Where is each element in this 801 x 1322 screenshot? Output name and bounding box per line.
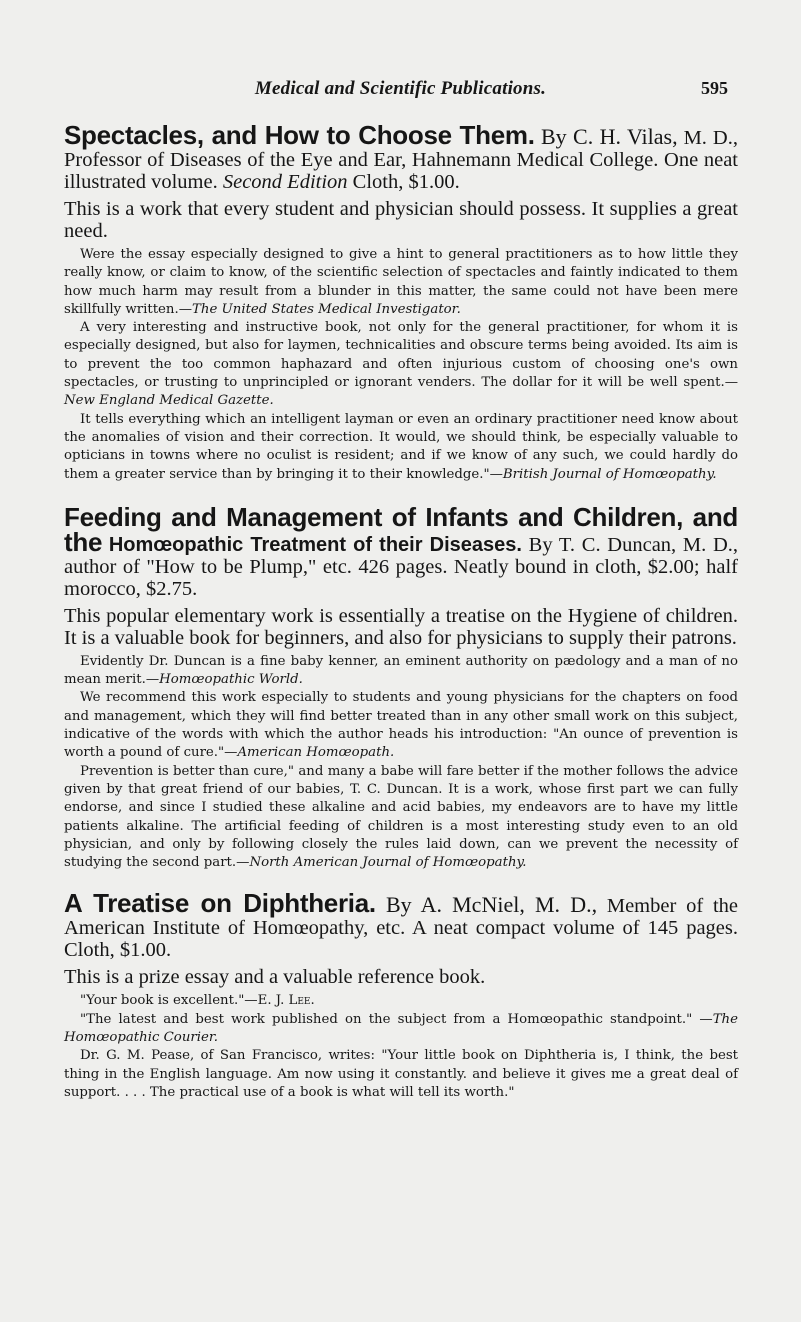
- review-quote: [64, 992, 738, 1010]
- book-title: Feeding and Management of Infants and Children, and the: [64, 501, 738, 557]
- review-text: We recommend this work especially to students and young physicians for the chapters on food and management, which they will find better treated than in any other small work on this subject, indicative of the words with which the author heads his introduction: "An ounce of prevention is worth a pound of cure."—: [64, 690, 738, 761]
- running-head: [0, 78, 801, 102]
- review-quote: [64, 246, 738, 319]
- review-text: "Your book is excellent."—: [80, 993, 258, 1009]
- publication-list: [64, 120, 739, 1102]
- publication-entry-spectacles: [64, 120, 738, 484]
- review-source: American Homœopath.: [237, 745, 395, 761]
- book-details: By T. C. Duncan, M. D., author of "How to be Plump," etc. 426 pages. Neatly bound in cloth, $2.00; half morocco, $2.75.: [64, 533, 739, 600]
- review-source: Homœopathic World.: [159, 672, 303, 688]
- review-text: Prevention is better than cure," and many a babe will fare better if the mother follows the advice given by that great friend of our babies, T. C. Duncan. It is a work, whose first part we can fully endorse, and since I studied these alkaline and acid babies, my endeavors are to have my little patients alkaline. The artificial feeding of children is a most interesting study even to an old physician, and only by following closely the rules laid down, can we prevent the necessity of studying the second part.—: [64, 763, 738, 871]
- review-quote: [64, 1011, 738, 1048]
- book-edition: Second Edition: [222, 171, 348, 193]
- review-text: It tells everything which an intelligent layman or even an ordinary practitioner need know about the anomalies of vision and their correction. It would, we should think, be especially valuable to opticians in towns where no oculist is resident; and if we know of any such, we could hardly do them a greater service than by bringing it to their knowledge."—: [64, 411, 738, 482]
- review-source: New England Medical Gazette.: [64, 393, 274, 409]
- review-source: The United States Medical Investigator.: [192, 301, 461, 317]
- entry-intro: This is a prize essay and a valuable reference book.: [64, 966, 486, 989]
- book-title-continued: Homœopathic Treatment of their Diseases.: [108, 533, 522, 556]
- review-source: The Homœopathic Courier.: [64, 1011, 738, 1046]
- entry-heading: [64, 888, 738, 962]
- book-byline: By C. H. Vilas,: [534, 124, 678, 149]
- running-title: Medical and Scientific Publications.: [254, 78, 547, 99]
- book-byline: By A. McNiel, M. D.,: [375, 892, 598, 918]
- review-quote: [64, 411, 738, 484]
- review-quote: [64, 1047, 738, 1102]
- book-title: Spectacles, and How to Choose Them.: [64, 120, 535, 150]
- review-quote: [64, 689, 738, 762]
- review-source: British Journal of Homœopathy.: [502, 466, 717, 482]
- entry-intro: This is a work that every student and physician should possess. It supplies a great need.: [64, 198, 738, 242]
- review-source: North American Journal of Homœopathy.: [249, 855, 527, 871]
- review-text: Dr. G. M. Pease, of San Francisco, writes: "Your little book on Diphtheria is, I think, the best thing in the English language. Am now using it constantly. and believe it gives me a great deal of support. . . . The practical use of a book is what will tell its worth.": [64, 1048, 738, 1100]
- book-price: Cloth, $1.00.: [347, 171, 460, 193]
- review-text: A very interesting and instructive book, not only for the general practitioner, for whom it is especially designed, but also for laymen, technicalities and obscure terms being avoided. Its aim is to prevent the too common haphazard and often injurious custom of choosing one's own spectacles, or trusting to unprincipled or ignorant venders. The dollar for it will be well spent.—: [64, 320, 738, 391]
- entry-heading: [64, 501, 739, 600]
- book-details: Member of the American Institute of Homœopathy, etc. A neat compact volume of 145 pages. Cloth, $1.00.: [64, 895, 738, 962]
- page-number: 595: [701, 78, 728, 98]
- review-quote: [64, 763, 738, 873]
- entry-heading: [64, 120, 738, 193]
- review-text: "The latest and best work published on the subject from a Homœopathic standpoint." —: [80, 1011, 713, 1027]
- review-text: Evidently Dr. Duncan is a fine baby kenner, an eminent authority on pædology and a man of no mean merit.—: [64, 653, 738, 688]
- book-details: M. D., Professor of Diseases of the Eye and Ear, Hahnemann Medical College. One neat illustrated volume.: [64, 127, 738, 193]
- book-title: A Treatise on Diphtheria.: [64, 888, 376, 919]
- review-quote: [64, 653, 738, 690]
- review-text: Were the essay especially designed to give a hint to general practitioners as to how little they really know, or claim to know, of the scientific selection of spectacles and faintly indicated to them how much harm may result from a blunder in this matter, the same could not have been mere skillfully written.—: [64, 247, 738, 317]
- publication-entry-feeding-infants: [64, 501, 739, 873]
- publication-entry-diphtheria: [64, 888, 738, 1102]
- review-signature: E. J. Lee.: [257, 993, 315, 1009]
- entry-intro: This popular elementary work is essentially a treatise on the Hygiene of children. It is a valuable book for beginners, and also for physicians to supply their patrons.: [64, 604, 738, 649]
- review-quote: [64, 319, 738, 410]
